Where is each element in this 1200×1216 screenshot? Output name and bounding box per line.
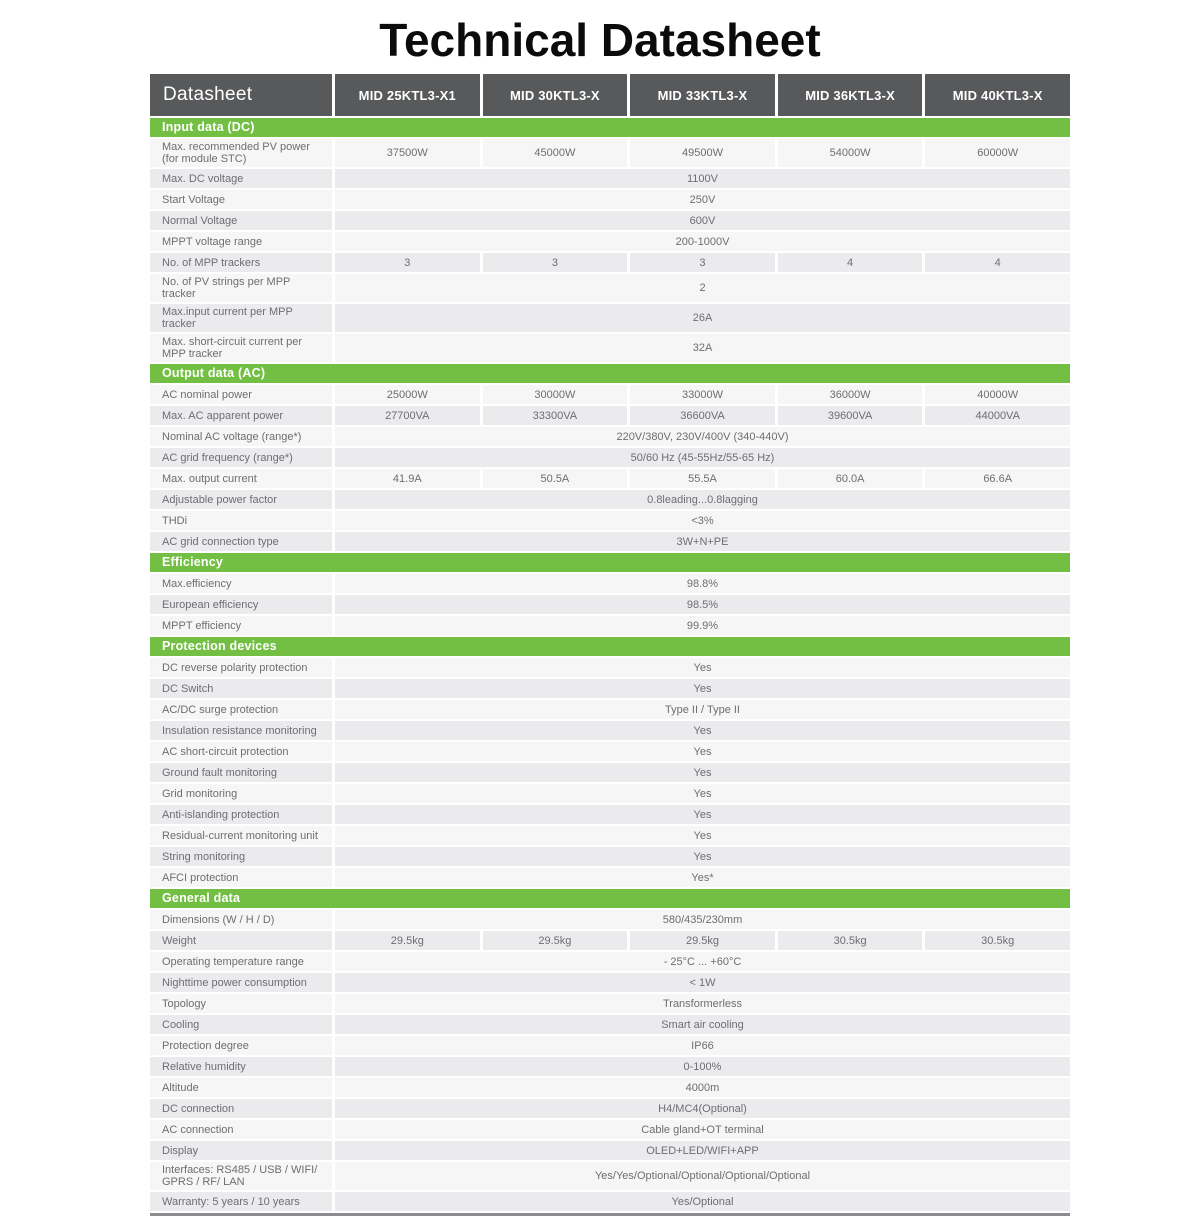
spec-row bbox=[150, 1162, 1070, 1190]
table-body bbox=[150, 118, 1070, 1211]
spec-value-span-cell: 98.8% bbox=[335, 574, 1070, 593]
row-label: DC Switch bbox=[150, 679, 332, 698]
spec-value-span-cell: 99.9% bbox=[335, 616, 1070, 635]
spec-value-span-cell: Yes/Optional bbox=[335, 1192, 1070, 1211]
spec-value-span-cell: Yes bbox=[335, 742, 1070, 761]
spec-value-cell: 30.5kg bbox=[778, 931, 923, 950]
row-label: Warranty: 5 years / 10 years bbox=[150, 1192, 332, 1211]
spec-row bbox=[150, 385, 1070, 404]
spec-row bbox=[150, 994, 1070, 1013]
spec-value-span-cell: Yes bbox=[335, 658, 1070, 677]
row-label: AFCI protection bbox=[150, 868, 332, 887]
spec-value-span-cell: Yes bbox=[335, 679, 1070, 698]
spec-row bbox=[150, 910, 1070, 929]
spec-row bbox=[150, 1099, 1070, 1118]
spec-row bbox=[150, 658, 1070, 677]
spec-value-cell: 41.9A bbox=[335, 469, 480, 488]
model-header-cell: MID 33KTL3-X bbox=[630, 74, 775, 116]
row-label: Insulation resistance monitoring bbox=[150, 721, 332, 740]
spec-value-cell: 44000VA bbox=[925, 406, 1070, 425]
spec-value-span-cell: H4/MC4(Optional) bbox=[335, 1099, 1070, 1118]
spec-row bbox=[150, 490, 1070, 509]
row-label: Weight bbox=[150, 931, 332, 950]
spec-value-cell: 54000W bbox=[778, 139, 923, 167]
page-title: Technical Datasheet bbox=[379, 14, 821, 66]
row-label: Anti-islanding protection bbox=[150, 805, 332, 824]
model-header-cell: MID 40KTL3-X bbox=[925, 74, 1070, 116]
spec-value-span-cell: Yes bbox=[335, 847, 1070, 866]
spec-value-span-cell: Yes bbox=[335, 805, 1070, 824]
spec-value-cell: 4 bbox=[925, 253, 1070, 272]
spec-value-span-cell: Cable gland+OT terminal bbox=[335, 1120, 1070, 1139]
spec-value-cell: 39600VA bbox=[778, 406, 923, 425]
spec-row bbox=[150, 805, 1070, 824]
spec-row bbox=[150, 1015, 1070, 1034]
row-label: Cooling bbox=[150, 1015, 332, 1034]
row-label: No. of PV strings per MPP tracker bbox=[150, 274, 332, 302]
spec-value-cell: 33300VA bbox=[483, 406, 628, 425]
spec-value-cell: 4 bbox=[778, 253, 923, 272]
row-label: Max. recommended PV power (for module STC) bbox=[150, 139, 332, 167]
model-header-cell: MID 30KTL3-X bbox=[483, 74, 628, 116]
row-label: DC reverse polarity protection bbox=[150, 658, 332, 677]
row-label: AC grid frequency (range*) bbox=[150, 448, 332, 467]
spec-value-cell: 3 bbox=[630, 253, 775, 272]
row-label: Dimensions (W / H / D) bbox=[150, 910, 332, 929]
spec-value-span-cell: Yes bbox=[335, 721, 1070, 740]
spec-row bbox=[150, 274, 1070, 302]
spec-value-cell: 30.5kg bbox=[925, 931, 1070, 950]
spec-value-cell: 37500W bbox=[335, 139, 480, 167]
spec-value-span-cell: Transformerless bbox=[335, 994, 1070, 1013]
spec-row bbox=[150, 139, 1070, 167]
row-label: DC connection bbox=[150, 1099, 332, 1118]
spec-value-span-cell: Type II / Type II bbox=[335, 700, 1070, 719]
spec-row bbox=[150, 532, 1070, 551]
spec-value-span-cell: 3W+N+PE bbox=[335, 532, 1070, 551]
spec-row bbox=[150, 784, 1070, 803]
row-label: Altitude bbox=[150, 1078, 332, 1097]
spec-row bbox=[150, 1078, 1070, 1097]
row-label: Ground fault monitoring bbox=[150, 763, 332, 782]
row-label: Nominal AC voltage (range*) bbox=[150, 427, 332, 446]
row-label: Interfaces: RS485 / USB / WIFI/ GPRS / RF/ LAN bbox=[150, 1162, 332, 1190]
spec-row bbox=[150, 190, 1070, 209]
spec-value-span-cell: 4000m bbox=[335, 1078, 1070, 1097]
row-label: Adjustable power factor bbox=[150, 490, 332, 509]
model-header-cell: MID 36KTL3-X bbox=[778, 74, 923, 116]
spec-value-cell: 25000W bbox=[335, 385, 480, 404]
spec-row bbox=[150, 574, 1070, 593]
spec-value-span-cell: Yes bbox=[335, 826, 1070, 845]
spec-value-span-cell: 1100V bbox=[335, 169, 1070, 188]
spec-row bbox=[150, 1192, 1070, 1211]
row-label: Max. DC voltage bbox=[150, 169, 332, 188]
row-label: Grid monitoring bbox=[150, 784, 332, 803]
section-header: Protection devices bbox=[150, 637, 1070, 656]
spec-value-span-cell: OLED+LED/WIFI+APP bbox=[335, 1141, 1070, 1160]
spec-row bbox=[150, 847, 1070, 866]
spec-value-cell: 36000W bbox=[778, 385, 923, 404]
row-label: Max.input current per MPP tracker bbox=[150, 304, 332, 332]
spec-value-span-cell: 250V bbox=[335, 190, 1070, 209]
row-label: Relative humidity bbox=[150, 1057, 332, 1076]
spec-value-cell: 45000W bbox=[483, 139, 628, 167]
spec-value-span-cell: 98.5% bbox=[335, 595, 1070, 614]
section-header: Input data (DC) bbox=[150, 118, 1070, 137]
spec-row bbox=[150, 679, 1070, 698]
spec-value-span-cell: Yes/Yes/Optional/Optional/Optional/Optional bbox=[335, 1162, 1070, 1190]
row-label: AC grid connection type bbox=[150, 532, 332, 551]
row-label: No. of MPP trackers bbox=[150, 253, 332, 272]
spec-value-span-cell: < 1W bbox=[335, 973, 1070, 992]
spec-value-cell: 40000W bbox=[925, 385, 1070, 404]
spec-row bbox=[150, 595, 1070, 614]
row-label: Normal Voltage bbox=[150, 211, 332, 230]
spec-value-span-cell: 26A bbox=[335, 304, 1070, 332]
spec-row bbox=[150, 511, 1070, 530]
row-label: Residual-current monitoring unit bbox=[150, 826, 332, 845]
spec-row bbox=[150, 952, 1070, 971]
row-label: THDi bbox=[150, 511, 332, 530]
row-label: Max. output current bbox=[150, 469, 332, 488]
spec-value-cell: 30000W bbox=[483, 385, 628, 404]
spec-row bbox=[150, 427, 1070, 446]
spec-value-cell: 66.6A bbox=[925, 469, 1070, 488]
spec-row bbox=[150, 469, 1070, 488]
spec-value-cell: 29.5kg bbox=[630, 931, 775, 950]
spec-row bbox=[150, 826, 1070, 845]
spec-row bbox=[150, 931, 1070, 950]
spec-value-span-cell: - 25°C ... +60°C bbox=[335, 952, 1070, 971]
spec-row bbox=[150, 763, 1070, 782]
spec-value-cell: 3 bbox=[483, 253, 628, 272]
row-label: Max.efficiency bbox=[150, 574, 332, 593]
row-label: AC connection bbox=[150, 1120, 332, 1139]
row-label: Max. AC apparent power bbox=[150, 406, 332, 425]
spec-value-cell: 29.5kg bbox=[483, 931, 628, 950]
spec-row bbox=[150, 1141, 1070, 1160]
spec-row bbox=[150, 721, 1070, 740]
spec-value-span-cell: 220V/380V, 230V/400V (340-440V) bbox=[335, 427, 1070, 446]
row-label: AC nominal power bbox=[150, 385, 332, 404]
row-label: AC/DC surge protection bbox=[150, 700, 332, 719]
spec-value-span-cell: 2 bbox=[335, 274, 1070, 302]
row-label: Protection degree bbox=[150, 1036, 332, 1055]
spec-value-span-cell: Yes bbox=[335, 784, 1070, 803]
row-label: European efficiency bbox=[150, 595, 332, 614]
spec-row bbox=[150, 742, 1070, 761]
spec-value-cell: 50.5A bbox=[483, 469, 628, 488]
spec-value-span-cell: IP66 bbox=[335, 1036, 1070, 1055]
spec-row bbox=[150, 700, 1070, 719]
spec-value-span-cell: Yes* bbox=[335, 868, 1070, 887]
spec-value-cell: 33000W bbox=[630, 385, 775, 404]
spec-row bbox=[150, 253, 1070, 272]
spec-row bbox=[150, 232, 1070, 251]
section-header: Efficiency bbox=[150, 553, 1070, 572]
spec-row bbox=[150, 1057, 1070, 1076]
spec-row bbox=[150, 334, 1070, 362]
spec-row bbox=[150, 616, 1070, 635]
spec-row bbox=[150, 211, 1070, 230]
section-header: Output data (AC) bbox=[150, 364, 1070, 383]
spec-row bbox=[150, 448, 1070, 467]
table-header-row bbox=[150, 74, 1070, 116]
spec-value-span-cell: 600V bbox=[335, 211, 1070, 230]
row-label: MPPT voltage range bbox=[150, 232, 332, 251]
row-label: String monitoring bbox=[150, 847, 332, 866]
row-label: Operating temperature range bbox=[150, 952, 332, 971]
spec-value-span-cell: <3% bbox=[335, 511, 1070, 530]
spec-value-span-cell: 200-1000V bbox=[335, 232, 1070, 251]
row-label: Max. short-circuit current per MPP tracker bbox=[150, 334, 332, 362]
spec-value-cell: 49500W bbox=[630, 139, 775, 167]
row-label: MPPT efficiency bbox=[150, 616, 332, 635]
row-label: Display bbox=[150, 1141, 332, 1160]
spec-row bbox=[150, 1120, 1070, 1139]
spec-row bbox=[150, 169, 1070, 188]
spec-row bbox=[150, 1036, 1070, 1055]
spec-row bbox=[150, 406, 1070, 425]
row-label: AC short-circuit protection bbox=[150, 742, 332, 761]
section-header: General data bbox=[150, 889, 1070, 908]
row-label: Start Voltage bbox=[150, 190, 332, 209]
spec-value-span-cell: 32A bbox=[335, 334, 1070, 362]
spec-row bbox=[150, 304, 1070, 332]
spec-value-cell: 3 bbox=[335, 253, 480, 272]
spec-row bbox=[150, 868, 1070, 887]
model-header-cell: MID 25KTL3-X1 bbox=[335, 74, 480, 116]
spec-value-span-cell: 0.8leading...0.8lagging bbox=[335, 490, 1070, 509]
spec-value-span-cell: 0-100% bbox=[335, 1057, 1070, 1076]
spec-value-span-cell: 580/435/230mm bbox=[335, 910, 1070, 929]
spec-value-span-cell: Yes bbox=[335, 763, 1070, 782]
spec-value-cell: 55.5A bbox=[630, 469, 775, 488]
row-label: Nighttime power consumption bbox=[150, 973, 332, 992]
spec-value-cell: 36600VA bbox=[630, 406, 775, 425]
spec-value-span-cell: 50/60 Hz (45-55Hz/55-65 Hz) bbox=[335, 448, 1070, 467]
spec-row bbox=[150, 973, 1070, 992]
header-corner-cell: Datasheet bbox=[150, 74, 332, 116]
spec-value-cell: 60000W bbox=[925, 139, 1070, 167]
spec-value-span-cell: Smart air cooling bbox=[335, 1015, 1070, 1034]
row-label: Topology bbox=[150, 994, 332, 1013]
spec-value-cell: 29.5kg bbox=[335, 931, 480, 950]
spec-value-cell: 27700VA bbox=[335, 406, 480, 425]
datasheet-table bbox=[150, 74, 1070, 1216]
spec-value-cell: 60.0A bbox=[778, 469, 923, 488]
